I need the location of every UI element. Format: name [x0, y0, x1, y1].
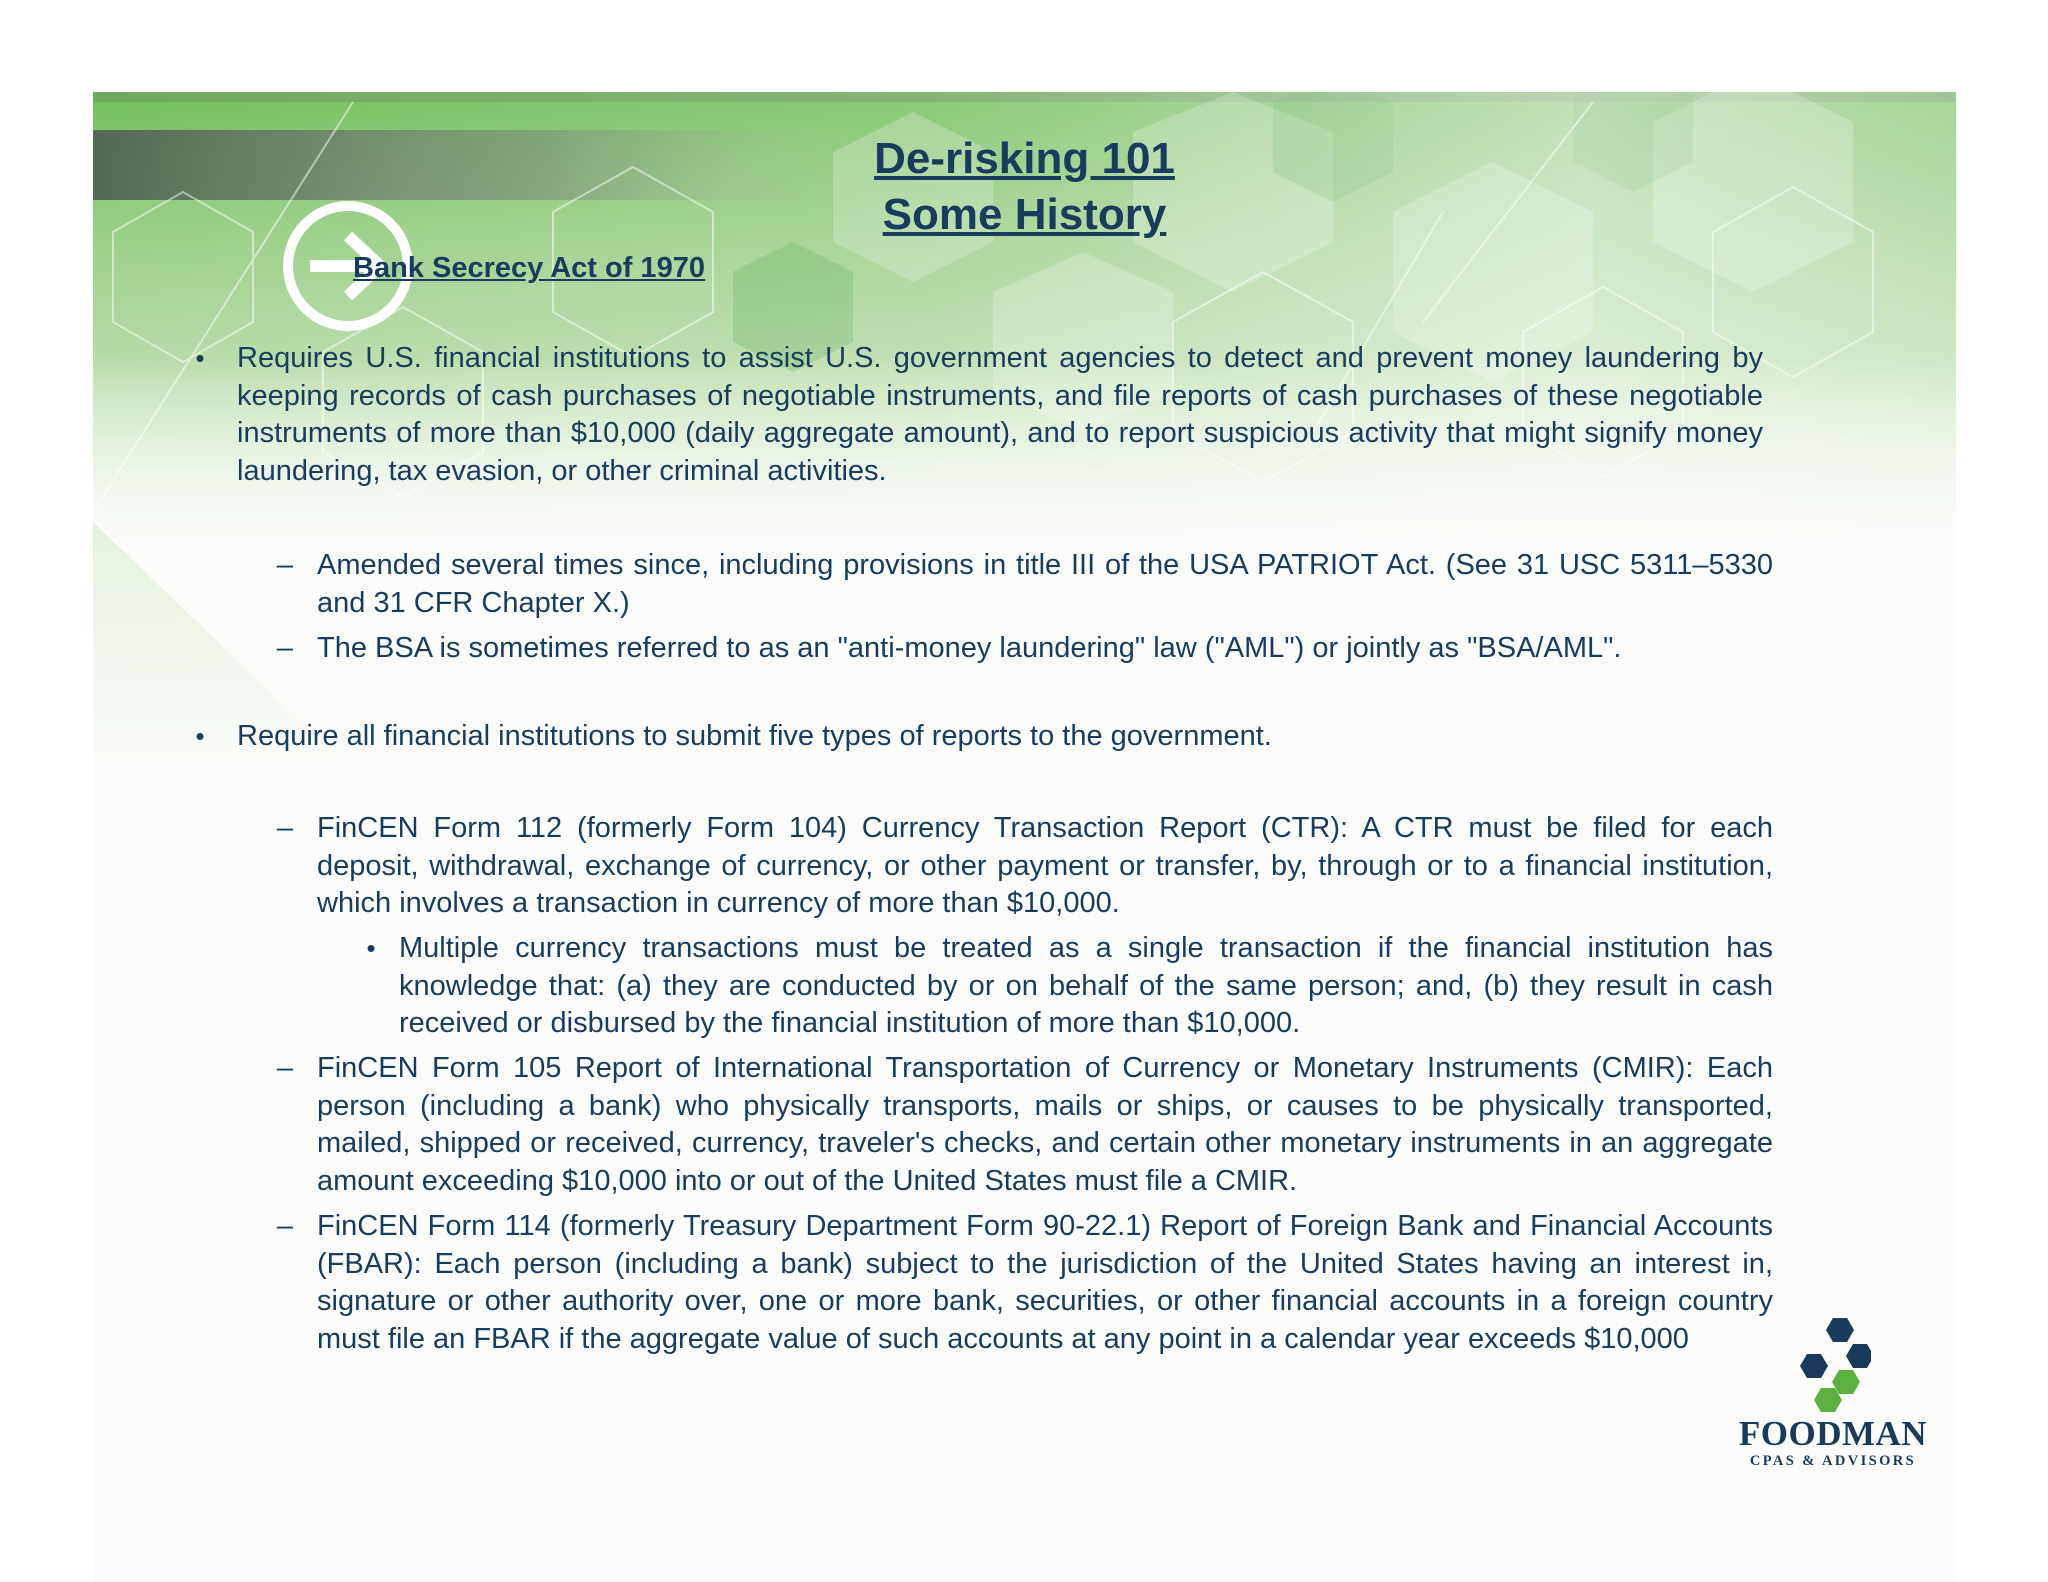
sub-bullet-item [253, 1208, 1773, 1358]
bullet-text: Require all financial institutions to submit five types of reports to the government. [237, 720, 1272, 752]
dash-marker: – [276, 1210, 294, 1242]
bullet-marker: • [195, 721, 205, 751]
sub-bullet-text: Amended several times since, including provisions in title III of the USA PATRIOT Act. (See 31 USC 5311–5330 and 31 CFR Chapter X.) [317, 549, 1773, 619]
dash-marker: – [276, 549, 294, 581]
sub-bullet-item [253, 630, 1773, 668]
sub-bullet-text: FinCEN Form 114 (formerly Treasury Department Form 90-22.1) Report of Foreign Bank and Financial Accounts (FBAR): Each person (including a bank) subject to the jurisdiction of the United States having an interest in, signature or other authority over, one or more bank, securities, or other financial accounts in a foreign country must file an FBAR if the aggregate value of such accounts at any point in a calendar year exceeds $10,000 [317, 1210, 1773, 1355]
section-heading: Bank Secrecy Act of 1970 [353, 252, 705, 284]
sub-sub-bullet-text: Multiple currency transactions must be treated as a single transaction if the financial institution has knowledge that: (a) they are conducted by or on behalf of the same person; and, (b) they result in cash received or disbursed by the financial institution of more than $10,000. [399, 932, 1773, 1039]
slide [93, 92, 1956, 1582]
bullet-marker: • [195, 343, 205, 373]
logo-tagline: CPAS & ADVISORS [1749, 1453, 1917, 1469]
logo-name: FOODMAN [1738, 1414, 1928, 1453]
dash-marker: – [276, 632, 294, 664]
sub-sub-bullet-item [343, 930, 1773, 1043]
foodman-logo [1713, 1312, 1953, 1562]
hexagon-cluster-icon [1795, 1312, 1871, 1416]
bullet-marker: • [366, 933, 376, 963]
dash-marker: – [276, 812, 294, 844]
sub-bullet-text: The BSA is sometimes referred to as an "anti-money laundering" law ("AML") or jointly as "BSA/AML". [317, 632, 1622, 664]
sub-bullet-text: FinCEN Form 105 Report of International Transportation of Currency or Monetary Instruments (CMIR): Each person (including a bank) who physically transports, mails or ships, or causes to be physically transported, mailed, shipped or received, currency, traveler's checks, and certain other monetary instruments in an aggregate amount exceeding $10,000 into or out of the United States must file a CMIR. [317, 1052, 1773, 1197]
sub-bullet-item [253, 547, 1773, 622]
dash-marker: – [276, 1052, 294, 1084]
sub-bullet-item [253, 1050, 1773, 1200]
slide-title-line-2: Some History [882, 190, 1167, 239]
sub-bullet-item [253, 810, 1773, 923]
slide-title-line-1: De-risking 101 [874, 134, 1175, 183]
bullet-text: Requires U.S. financial institutions to assist U.S. government agencies to detect and prevent money laundering by keeping records of cash purchases of negotiable instruments, and file reports of cash purchases of these negotiable instruments of more than $10,000 (daily aggregate amount), and to report suspicious activity that might signify money laundering, tax evasion, or other criminal activities. [237, 342, 1763, 487]
bullet-item [163, 718, 1763, 756]
bullet-item [163, 340, 1763, 490]
sub-bullet-text: FinCEN Form 112 (formerly Form 104) Currency Transaction Report (CTR): A CTR must be filed for each deposit, withdrawal, exchange of currency, or other payment or transfer, by, through or to a financial institution, which involves a transaction in currency of more than $10,000. [317, 812, 1773, 919]
